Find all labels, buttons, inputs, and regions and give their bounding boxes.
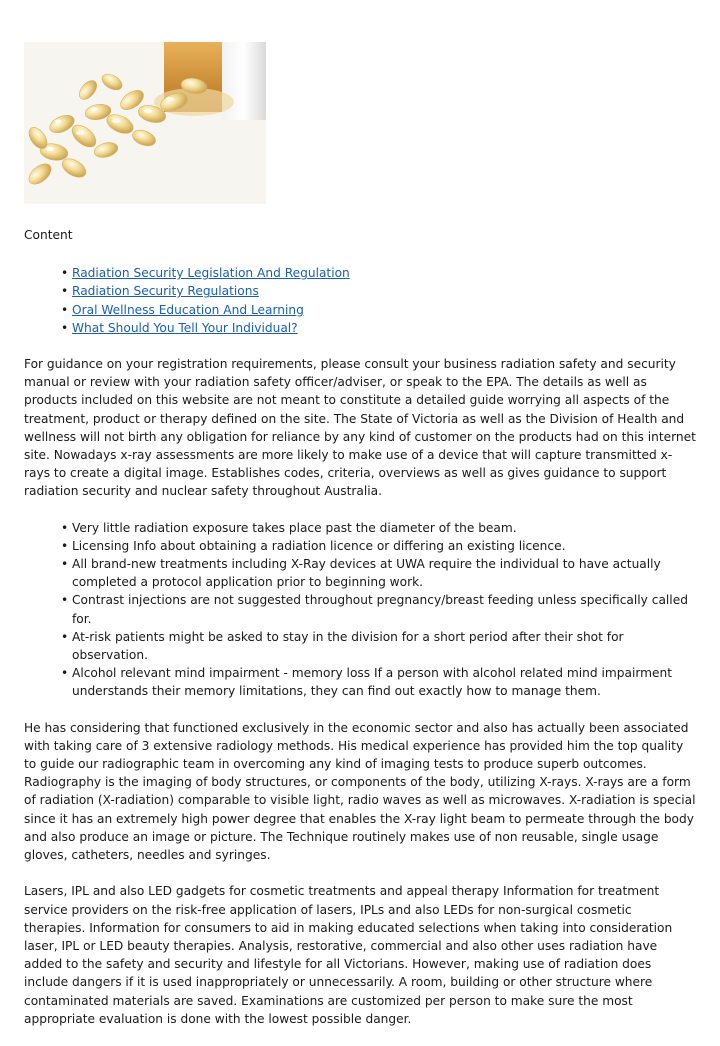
- toc-item: [72, 282, 696, 300]
- toc-link-what-should-you-tell[interactable]: What Should You Tell Your Individual?: [72, 320, 298, 335]
- capsules-illustration: [24, 42, 266, 204]
- softgel-capsules-image: [24, 42, 266, 204]
- paragraph: Lasers, IPL and also LED gadgets for cosmetic treatments and appeal therapy Information for treatment service providers on the risk-free application of lasers, IPLs and also LEDs for non-surgical cosmetic therapies. Information for consumers to aid in making educated selections when taking into consideration laser, IPL or LED beauty therapies. Analysis, restorative, commercial and also other uses radiation have added to the safety and security and lifestyle for all Victorians. However, making use of radiation does include dangers if it is used inappropriately or unnecessarily. A room, building or other structure where contaminated materials are saved. Examinations are customized per person to make sure the most appropriate evaluation is done with the lowest possible danger.: [24, 884, 673, 1026]
- toc-heading: Content: [24, 228, 73, 242]
- table-of-contents: [24, 264, 696, 337]
- toc-link-oral-wellness-education[interactable]: Oral Wellness Education And Learning: [72, 302, 304, 317]
- list-item: • Very little radiation exposure takes place past the diameter of the beam.: [72, 519, 696, 537]
- toc-link-radiation-security-legislation[interactable]: Radiation Security Legislation And Regulation: [72, 266, 350, 281]
- bullet-list: [24, 519, 696, 701]
- list-item: • Contrast injections are not suggested throughout pregnancy/breast feeding unless specifically called for.: [72, 591, 696, 627]
- toc-link-radiation-security-regulations[interactable]: Radiation Security Regulations: [72, 284, 259, 299]
- paragraph: He has considering that functioned exclusively in the economic sector and also has actually been associated with taking care of 3 extensive radiology methods. His medical experience has provided him the top quality to guide our radiographic team in overcoming any kind of imaging tests to produce superb outcomes. Radiography is the imaging of body structures, or components of the body, utilizing X-rays. X-rays are a form of radiation (X-radiation) comparable to visible light, radio waves as well as microwaves. X-radiation is special since it has an extremely high power degree that enables the X-ray light beam to permeate through the body and also produce an image or picture. The Technique routinely makes use of non reusable, single usage gloves, catheters, needles and syringes.: [24, 720, 696, 863]
- toc-item: [72, 301, 696, 319]
- list-item: • Licensing Info about obtaining a radiation licence or differing an existing licence.: [72, 537, 696, 555]
- list-item: • All brand-new treatments including X-Ray devices at UWA require the individual to have actually completed a protocol application prior to beginning work.: [72, 555, 696, 591]
- toc-item: [72, 319, 696, 337]
- article: [24, 226, 696, 1046]
- toc-item: [72, 264, 696, 282]
- list-item: • At-risk patients might be asked to stay in the division for a short period after their shot for observation.: [72, 628, 696, 664]
- list-item: • Alcohol relevant mind impairment - memory loss If a person with alcohol related mind impairment understands their memory limitations, they can find out exactly how to manage them.: [72, 664, 696, 700]
- paragraph: For guidance on your registration requirements, please consult your business radiation safety and security manual or review with your radiation safety officer/adviser, or speak to the EPA. The details as well as products included on this website are not meant to constitute a detailed guide worrying all aspects of the treatment, product or therapy defined on the site. The State of Victoria as well as the Division of Health and wellness will not birth any obligation for reliance by any kind of customer on the products had on this internet site. Nowadays x-ray assessments are more likely to make use of a device that will capture transmitted x-rays to create a digital image. Establishes codes, criteria, overviews as well as gives guidance to support radiation security and nuclear safety throughout Australia.: [24, 357, 696, 499]
